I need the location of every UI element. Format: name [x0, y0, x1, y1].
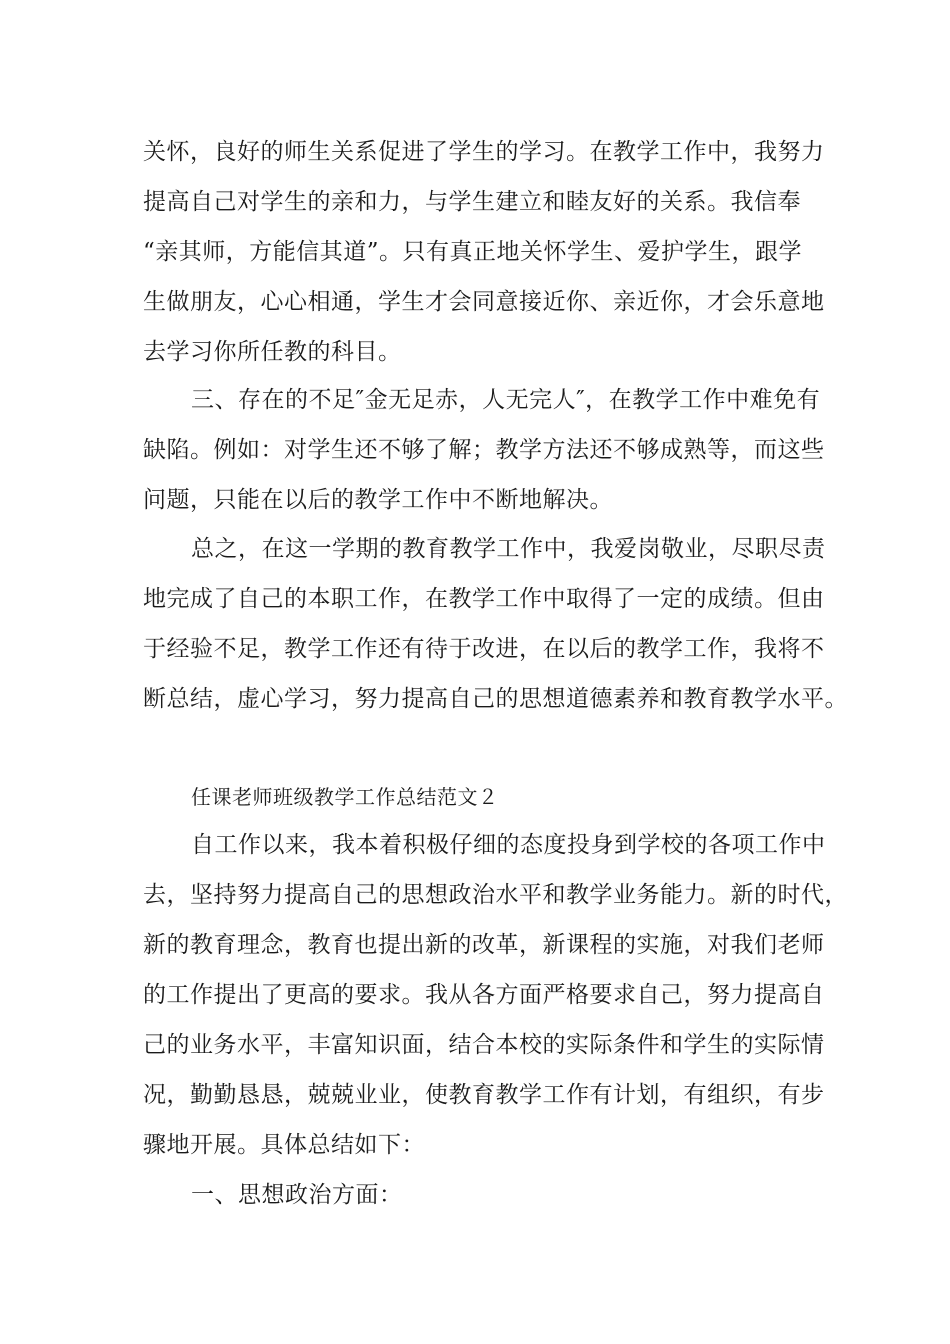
paragraph-line: 况，勤勤恳恳，兢兢业业，使教育教学工作有计划，有组织，有步: [143, 1082, 825, 1108]
paragraph-line: 地完成了自己的本职工作，在教学工作中取得了一定的成绩。但由: [143, 586, 825, 612]
paragraph-conclusion: [143, 524, 848, 724]
paragraph-political-heading: [143, 1170, 833, 1220]
paragraph-line: 缺陷。例如：对学生还不够了解；教学方法还不够成熟等，而这些: [143, 437, 825, 463]
paragraph-line: 一、思想政治方面：: [191, 1182, 403, 1208]
paragraph-line: 于经验不足，教学工作还有待于改进，在以后的教学工作，我将不: [143, 636, 825, 662]
paragraph-line: 提高自己对学生的亲和力，与学生建立和睦友好的关系。我信奉: [143, 189, 801, 215]
paragraph-shortcomings: [143, 375, 833, 525]
paragraph-line: 新的教育理念，教育也提出新的改革，新课程的实施，对我们老师: [143, 932, 825, 958]
paragraph-line: 生做朋友，心心相通，学生才会同意接近你、亲近你，才会乐意地: [143, 289, 825, 315]
paragraph-line: 断总结，虚心学习，努力提高自己的思想道德素养和教育教学水平。: [143, 686, 848, 712]
paragraph-line: 己的业务水平，丰富知识面，结合本校的实际条件和学生的实际情: [143, 1032, 825, 1058]
paragraph-line: 总之，在这一学期的教育教学工作中，我爱岗敬业，尽职尽责: [191, 536, 826, 562]
paragraph-intro-work: [143, 820, 848, 1170]
paragraph-line: 自工作以来，我本着积极仔细的态度投身到学校的各项工作中: [191, 832, 826, 858]
paragraph-line: 的工作提出了更高的要求。我从各方面严格要求自己，努力提高自: [143, 982, 825, 1008]
paragraph-line: 关怀，良好的师生关系促进了学生的学习。在教学工作中，我努力: [143, 139, 825, 165]
paragraph-line: “亲其师，方能信其道”。只有真正地关怀学生、爱护学生，跟学: [143, 239, 803, 265]
paragraph-line: 骤地开展。具体总结如下：: [143, 1132, 425, 1158]
section-title: 任课老师班级教学工作总结范文２: [191, 785, 499, 809]
paragraph-line: 去学习你所任教的科目。: [143, 339, 402, 365]
section-title-block: [143, 772, 833, 822]
paragraph-teacher-student-relationship: [143, 127, 833, 377]
paragraph-line: 去，坚持努力提高自己的思想政治水平和教学业务能力。新的时代，: [143, 882, 848, 908]
paragraph-line: 三、存在的不足″金无足赤，人无完人″，在教学工作中难免有: [191, 387, 821, 413]
paragraph-line: 问题，只能在以后的教学工作中不断地解决。: [143, 487, 613, 513]
